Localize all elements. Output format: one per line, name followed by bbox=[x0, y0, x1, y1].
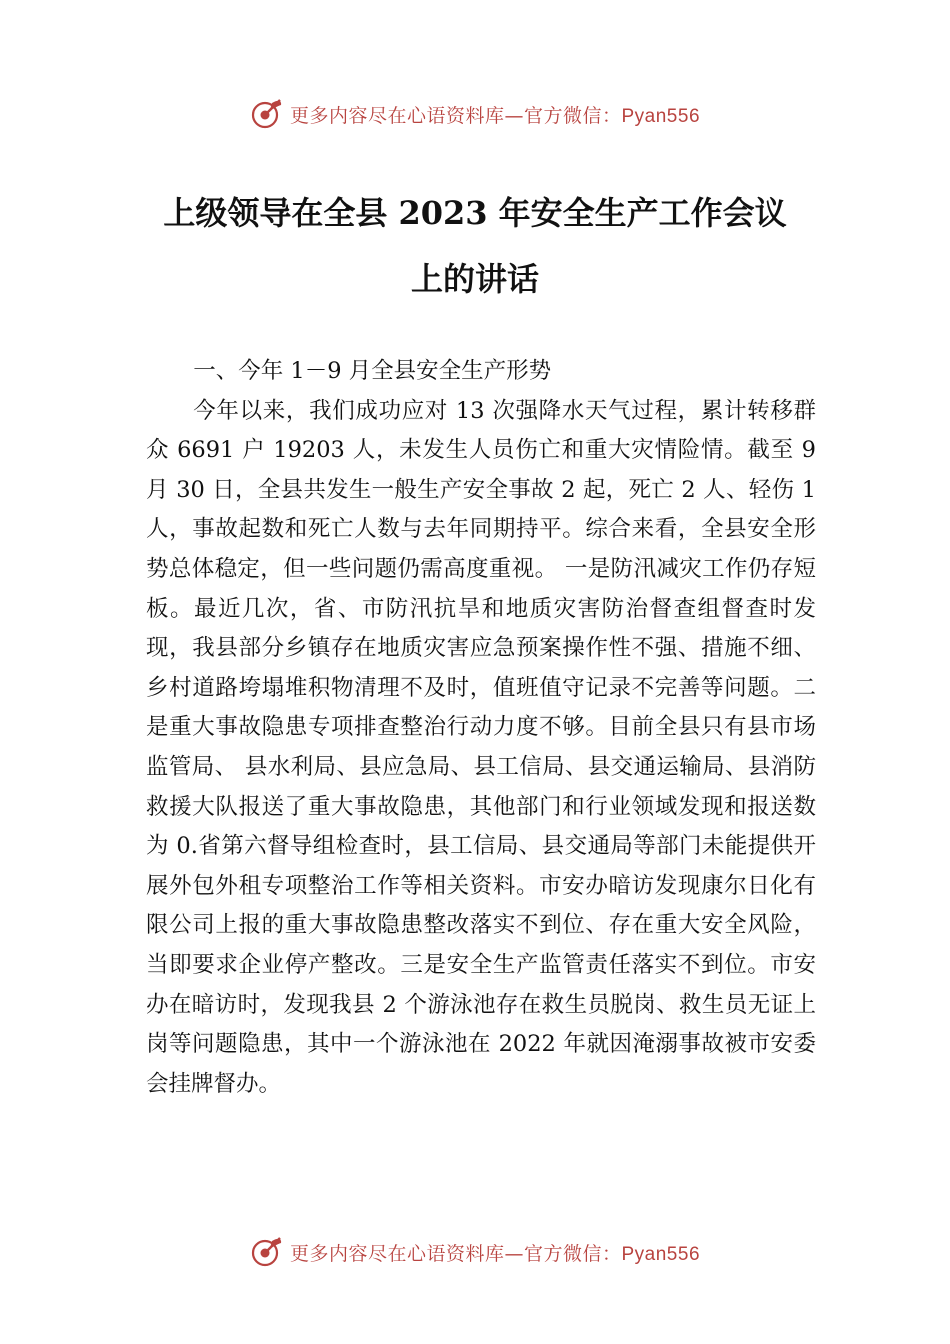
wechat-id: Pyan556 bbox=[621, 105, 701, 127]
watermark-text: 更多内容尽在心语资料库—官方微信：Pyan556 bbox=[289, 1242, 701, 1265]
header-watermark-banner bbox=[0, 94, 950, 134]
watermark-text: 更多内容尽在心语资料库—官方微信：Pyan556 bbox=[289, 104, 701, 127]
quill-logo-icon bbox=[250, 1235, 284, 1269]
title-line-2: 上的讲话 bbox=[410, 260, 539, 298]
title-line-1: 上级领导在全县 2023 年安全生产工作会议 bbox=[163, 194, 787, 232]
footer-watermark-banner bbox=[0, 1232, 950, 1272]
section-heading: 一、今年 1－9 月全县安全生产形势 bbox=[193, 358, 552, 384]
body-paragraph: 今年以来，我们成功应对 13 次强降水天气过程，累计转移群众 6691 户 19203 人，未发生人员伤亡和重大灾情险情。截至 9 月 30 日，全县共发生一般生产安全事故 2 起，死亡 2 人、轻伤 1 人，事故起数和死亡人数与去年同期持平。综合来看，全县安全形势总体稳定，但一些问题仍需高度重视。 一是防汛减灾工作仍存短板。最近几次，省、市防汛抗旱和地质灾害防治督查组督查时发现，我县部分乡镇存在地质灾害应急预案操作性不强、措施不细、乡村道路垮塌堆积物清理不及时，值班值守记录不完善等问题。二是重大事故隐患专项排查整治行动力度不够。目前全县只有县市场监管局、 县水利局、县应急局、县工信局、县交通运输局、县消防救援大队报送了重大事故隐患，其他部门和行业领域发现和报送数为 0.省第六督导组检查时，县工信局、县交通局等部门未能提供开展外包外租专项整治工作等相关资料。市安办暗访发现康尔日化有限公司上报的重大事故隐患整改落实不到位、存在重大安全风险，当即要求企业停产整改。三是安全生产监管责任落实不到位。市安办在暗访时，发现我县 2 个游泳池存在救生员脱岗、救生员无证上岗等问题隐患，其中一个游泳池在 2022 年就因淹溺事故被市安委会挂牌督办。 bbox=[146, 397, 816, 1097]
document-title bbox=[120, 180, 830, 312]
quill-logo-icon bbox=[250, 97, 284, 131]
document-body bbox=[146, 352, 816, 1104]
wechat-id: Pyan556 bbox=[621, 1243, 701, 1265]
